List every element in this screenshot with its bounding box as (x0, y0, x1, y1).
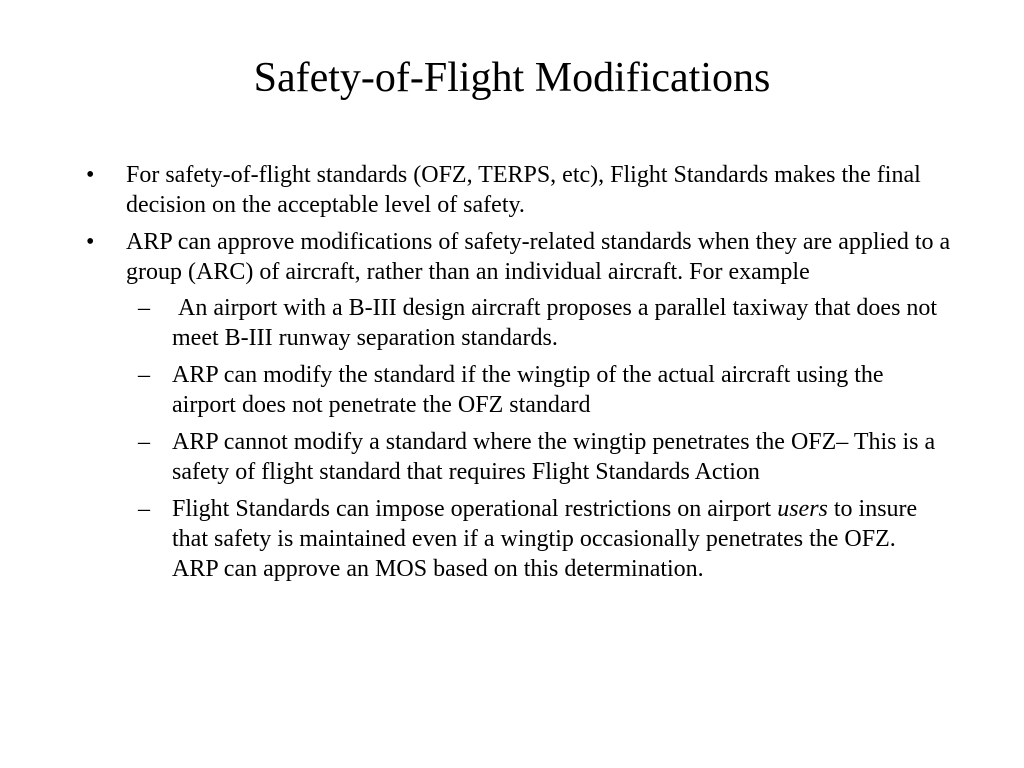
sub-bullet-text (172, 496, 923, 582)
slide-body (82, 160, 952, 591)
sub-bullet-item (126, 293, 952, 353)
sub-bullet-text: An airport with a B-III design aircraft proposes a parallel taxiway that does not meet B-III runway separation standards. (172, 295, 944, 351)
bullet-list (82, 160, 952, 584)
bullet-marker: • (86, 162, 95, 188)
sub-bullet-text-before: Flight Standards can impose operational restrictions on airport (172, 496, 778, 522)
dash-marker: – (138, 295, 150, 321)
bullet-item (82, 227, 952, 584)
sub-bullet-text-after: to insure that safety is maintained even if a wingtip occasionally penetrates the OFZ. ARP can approve an MOS based on this determination. (172, 496, 924, 582)
sub-bullet-item (126, 427, 952, 487)
emphasis-users: users (777, 496, 828, 522)
sub-bullet-item (126, 494, 952, 584)
sub-bullet-item (126, 360, 952, 420)
bullet-text: ARP can approve modifications of safety-related standards when they are applied to a group (ARC) of aircraft, rather than an individual aircraft. For example (126, 229, 951, 285)
dash-marker: – (138, 496, 150, 522)
sub-bullet-list (126, 293, 952, 584)
bullet-text: For safety-of-flight standards (OFZ, TERPS, etc), Flight Standards makes the final decision on the acceptable level of safety. (126, 162, 921, 218)
sub-bullet-text: ARP can modify the standard if the wingtip of the actual aircraft using the airport does not penetrate the OFZ standard (172, 362, 884, 418)
sub-bullet-text: ARP cannot modify a standard where the wingtip penetrates the OFZ– This is a safety of flight standard that requires Flight Standards Action (172, 429, 936, 485)
dash-marker: – (138, 429, 150, 455)
bullet-item (82, 160, 952, 220)
slide-title: Safety-of-Flight Modifications (253, 55, 771, 101)
dash-marker: – (138, 362, 150, 388)
bullet-marker: • (86, 229, 95, 255)
